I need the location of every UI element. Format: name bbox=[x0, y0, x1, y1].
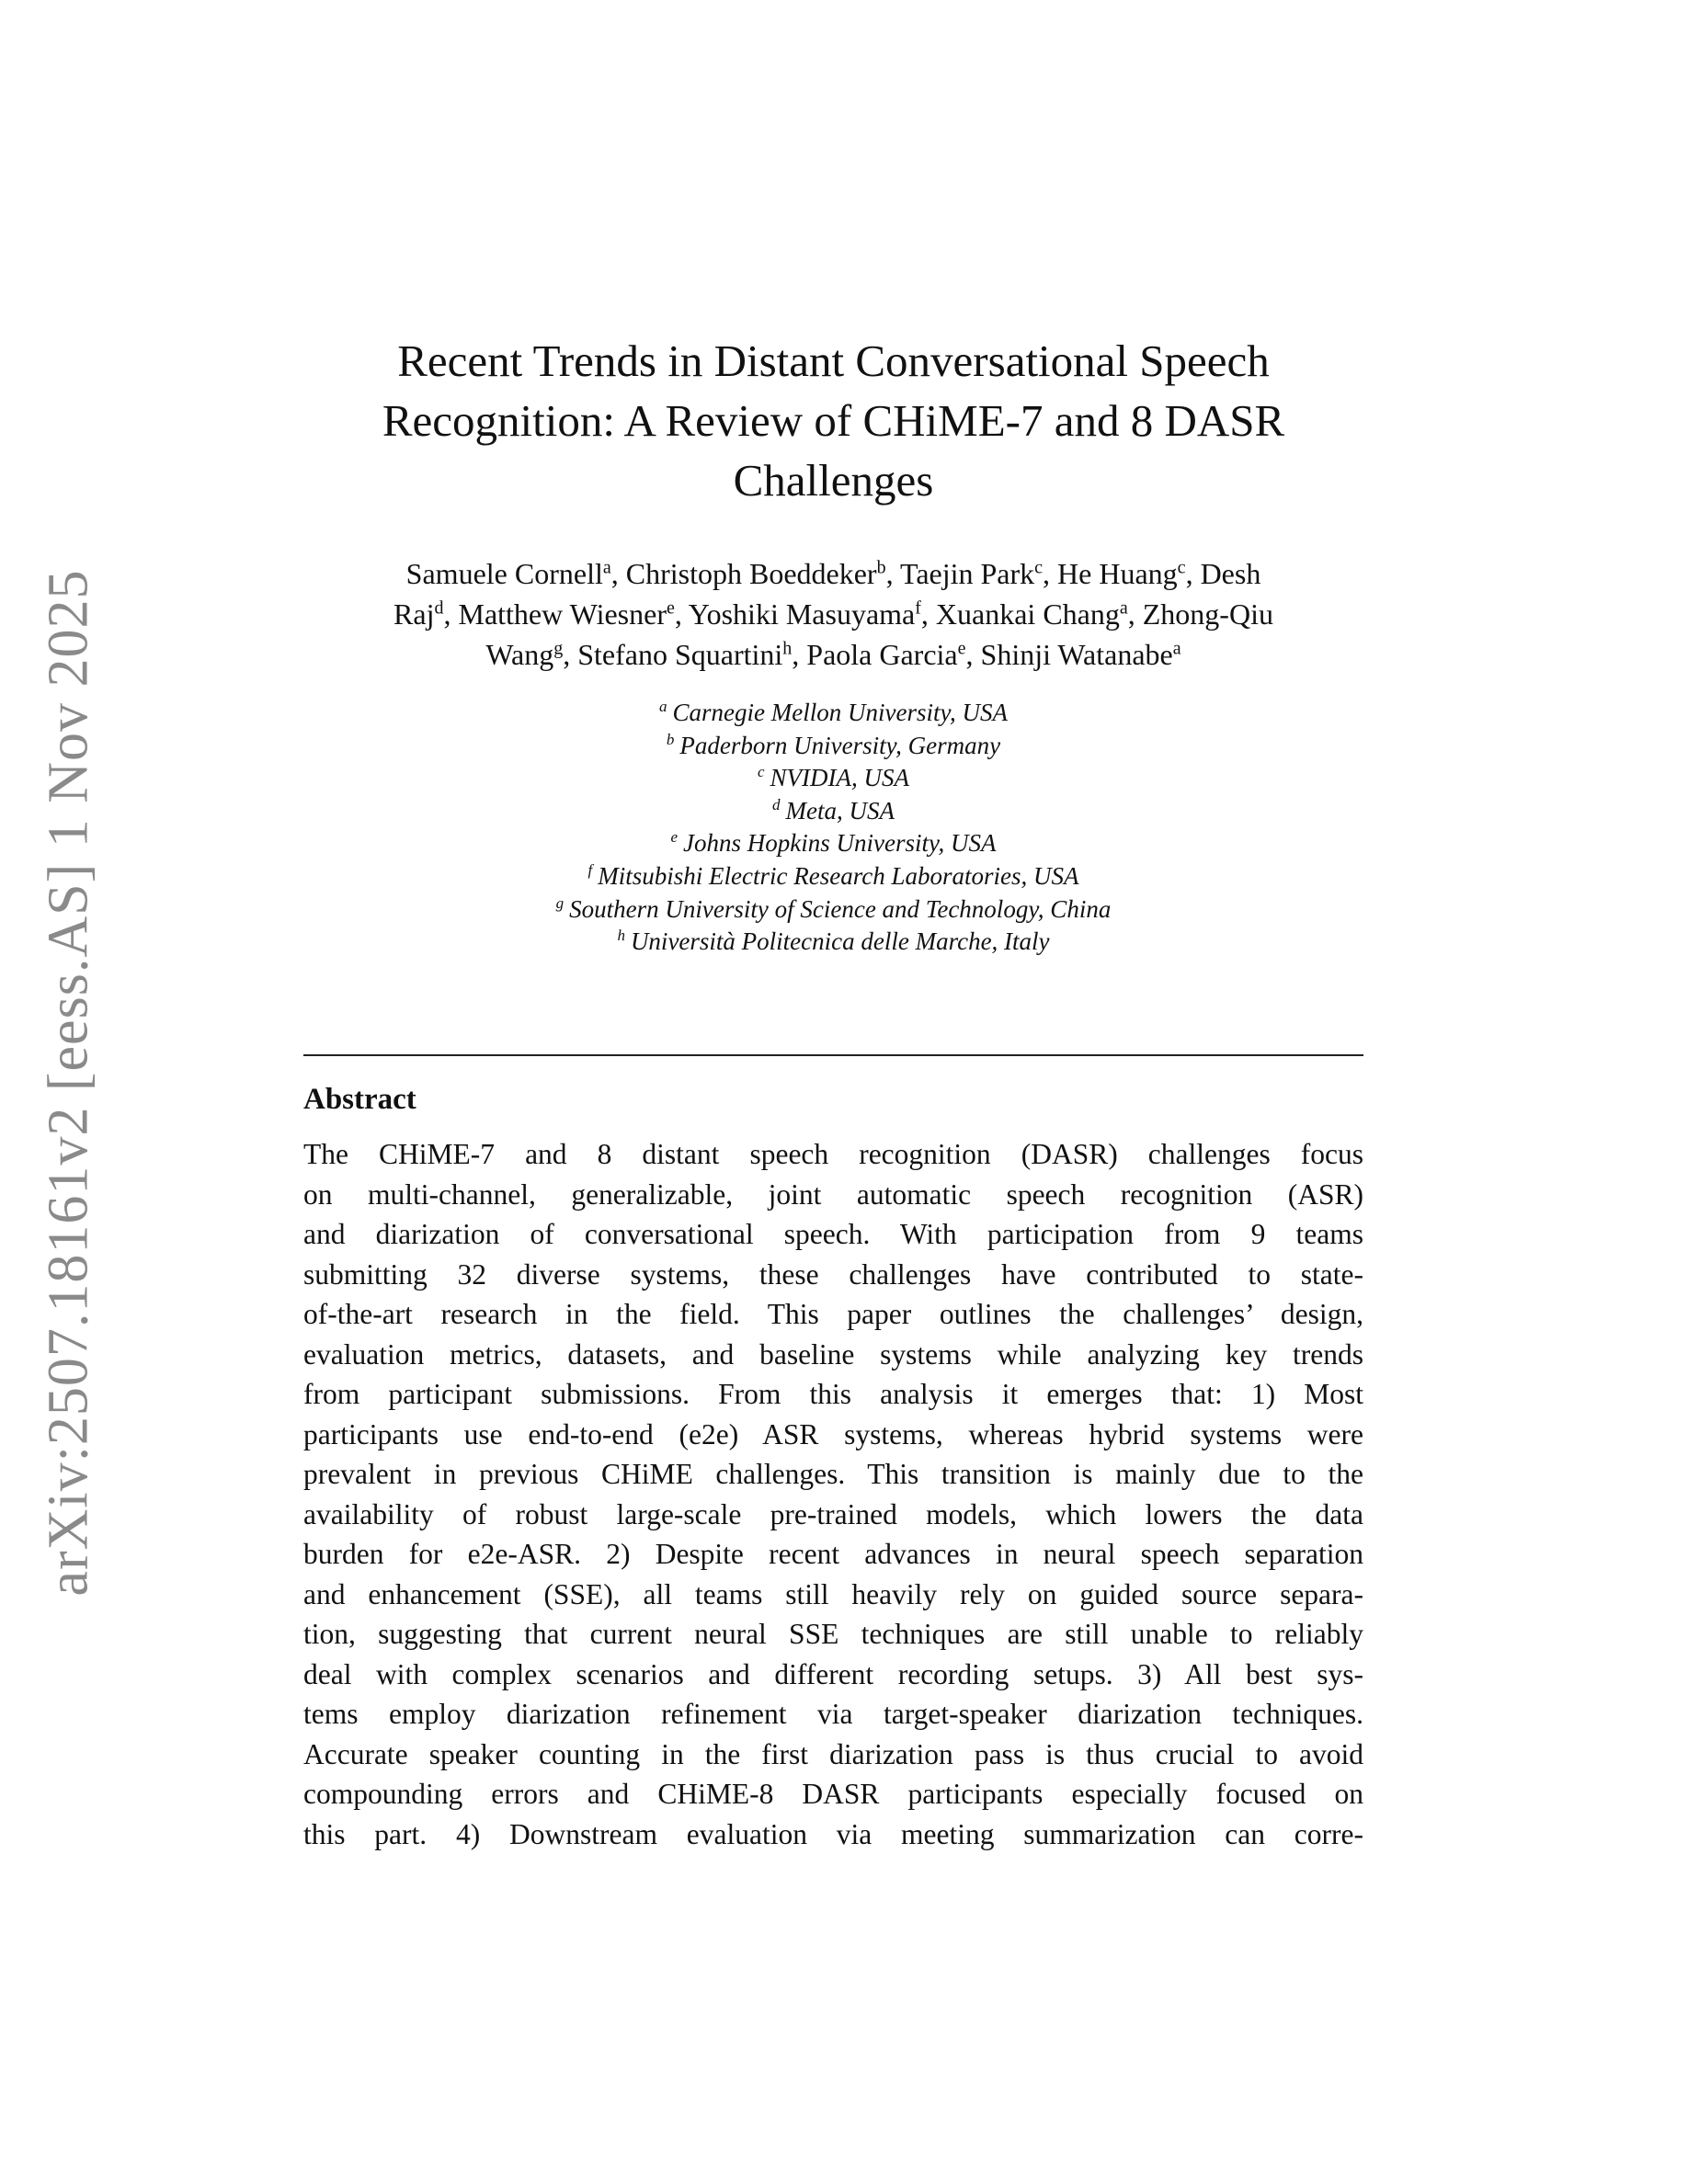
divider-rule bbox=[303, 1054, 1363, 1056]
title-line: Challenges bbox=[733, 455, 934, 506]
abstract-heading: Abstract bbox=[303, 1083, 416, 1116]
author-name: Zhong-Qiu bbox=[1142, 597, 1273, 631]
author-name: Matthew Wiesner bbox=[458, 597, 667, 631]
affiliation bbox=[303, 795, 1363, 828]
affiliation bbox=[303, 860, 1363, 893]
affiliation-name: Southern University of Science and Technology, China bbox=[569, 894, 1112, 923]
author-name: Yoshiki Masuyama bbox=[688, 597, 916, 631]
author-line: Wang$^g$, Stefano Squartini$^h$, Paola Garcia$^e$, Shinji Watanabe$^a$ bbox=[485, 638, 1181, 671]
author-name: Desh bbox=[1200, 557, 1261, 590]
author-name: Christoph Boeddeker bbox=[625, 557, 877, 590]
abstract-line: burden for e2e-ASR. 2) Despite recent advances in neural speech separation bbox=[303, 1538, 1363, 1570]
affiliation-marker: a bbox=[602, 557, 611, 578]
affiliation-marker: e bbox=[670, 828, 679, 847]
abstract-line: tion, suggesting that current neural SSE techniques are still unable to reliably bbox=[303, 1618, 1363, 1650]
affiliation bbox=[303, 827, 1363, 860]
abstract-line: of-the-art research in the field. This paper outlines the challenges’ design, bbox=[303, 1298, 1363, 1330]
affiliation-marker: a bbox=[1172, 638, 1181, 659]
paper-title bbox=[303, 331, 1363, 510]
affiliation-marker: e bbox=[957, 638, 966, 659]
affiliation-marker: g bbox=[553, 638, 564, 659]
abstract-body bbox=[303, 1134, 1363, 1854]
affiliation-name: Università Politecnica delle Marche, Italy bbox=[630, 927, 1050, 956]
author-name: Taejin Park bbox=[900, 557, 1035, 590]
affiliation-marker: c bbox=[1177, 557, 1186, 578]
author-name: Samuele Cornell bbox=[405, 557, 603, 590]
affiliation-marker: a bbox=[659, 698, 667, 715]
author-line: Samuele Cornell$^a$, Christoph Boeddeker$^b$, Taejin Park$^c$, He Huang$^c$, Desh bbox=[405, 557, 1261, 590]
affiliation-marker: c bbox=[757, 763, 765, 781]
affiliation-name: Mitsubishi Electric Research Laboratories, USA bbox=[598, 861, 1079, 890]
author-name: Raj bbox=[393, 597, 435, 631]
abstract-line: this part. 4) Downstream evaluation via meeting summarization can corre- bbox=[303, 1817, 1363, 1850]
affiliation-marker: b bbox=[666, 730, 675, 748]
affiliation bbox=[303, 893, 1363, 927]
affiliation-marker: d bbox=[434, 597, 444, 619]
title-line: Recognition: A Review of CHiME-7 and 8 DASR bbox=[382, 395, 1285, 446]
affiliation-name: Carnegie Mellon University, USA bbox=[672, 699, 1008, 726]
abstract-line: and diarization of conversational speech. With participation from 9 teams bbox=[303, 1218, 1363, 1250]
author-name: He Huang bbox=[1057, 557, 1178, 590]
affiliation-marker: b bbox=[876, 557, 886, 578]
affiliation-name: Paderborn University, Germany bbox=[679, 731, 1001, 759]
author-name: Stefano Squartini bbox=[577, 638, 783, 671]
abstract-line: participants use end-to-end (e2e) ASR systems, whereas hybrid systems were bbox=[303, 1417, 1363, 1450]
affiliation-marker: f bbox=[587, 860, 593, 879]
abstract-line: availability of robust large-scale pre-trained models, which lowers the data bbox=[303, 1497, 1363, 1530]
affiliation-marker: a bbox=[1119, 597, 1128, 619]
abstract-line: The CHiME-7 and 8 distant speech recognition (DASR) challenges focus bbox=[303, 1138, 1363, 1170]
abstract-line: and enhancement (SSE), all teams still heavily rely on guided source separa- bbox=[303, 1577, 1363, 1610]
abstract-line: Accurate speaker counting in the first diarization pass is thus crucial to avoid bbox=[303, 1737, 1363, 1770]
affiliation-name: Johns Hopkins University, USA bbox=[683, 829, 997, 858]
affiliation-name: NVIDIA, USA bbox=[770, 764, 909, 792]
affiliation bbox=[303, 926, 1363, 959]
affiliation bbox=[303, 730, 1363, 763]
author-name: Xuankai Chang bbox=[935, 597, 1120, 631]
author-name: Wang bbox=[485, 638, 554, 671]
affiliation-marker: c bbox=[1034, 557, 1044, 578]
abstract-line: from participant submissions. From this analysis it emerges that: 1) Most bbox=[303, 1378, 1363, 1410]
abstract-line: submitting 32 diverse systems, these challenges have contributed to state- bbox=[303, 1257, 1363, 1291]
affiliation-list bbox=[303, 697, 1363, 959]
title-line: Recent Trends in Distant Conversational Speech bbox=[397, 336, 1270, 386]
abstract-line: prevalent in previous CHiME challenges. This transition is mainly due to the bbox=[303, 1458, 1363, 1490]
affiliation-marker: g bbox=[555, 893, 565, 912]
author-line: Raj$^d$, Matthew Wiesner$^e$, Yoshiki Masuyama$^f$, Xuankai Chang$^a$, Zhong-Qiu bbox=[393, 597, 1273, 631]
affiliation bbox=[303, 697, 1363, 730]
affiliation bbox=[303, 762, 1363, 795]
abstract-line: compounding errors and CHiME-8 DASR participants especially focused on bbox=[303, 1778, 1363, 1810]
affiliation-marker: h bbox=[617, 927, 625, 945]
abstract-line: evaluation metrics, datasets, and baseline systems while analyzing key trends bbox=[303, 1337, 1363, 1371]
arxiv-identifier-stamp: arXiv:2507.18161v2 [eess.AS] 1 Nov 2025 bbox=[37, 569, 100, 1597]
affiliation-marker: f bbox=[915, 597, 921, 619]
author-name: Paola Garcia bbox=[806, 638, 958, 671]
abstract-line: deal with complex scenarios and different recording setups. 3) All best sys- bbox=[303, 1657, 1363, 1690]
affiliation-marker: d bbox=[772, 795, 781, 813]
abstract-line: tems employ diarization refinement via target-speaker diarization techniques. bbox=[303, 1698, 1363, 1730]
abstract-line: on multi-channel, generalizable, joint automatic speech recognition (ASR) bbox=[303, 1177, 1363, 1211]
author-name: Shinji Watanabe bbox=[980, 638, 1173, 671]
affiliation-marker: h bbox=[782, 638, 793, 659]
affiliation-marker: e bbox=[666, 597, 675, 619]
affiliation-name: Meta, USA bbox=[785, 796, 895, 825]
author-list bbox=[285, 553, 1382, 675]
